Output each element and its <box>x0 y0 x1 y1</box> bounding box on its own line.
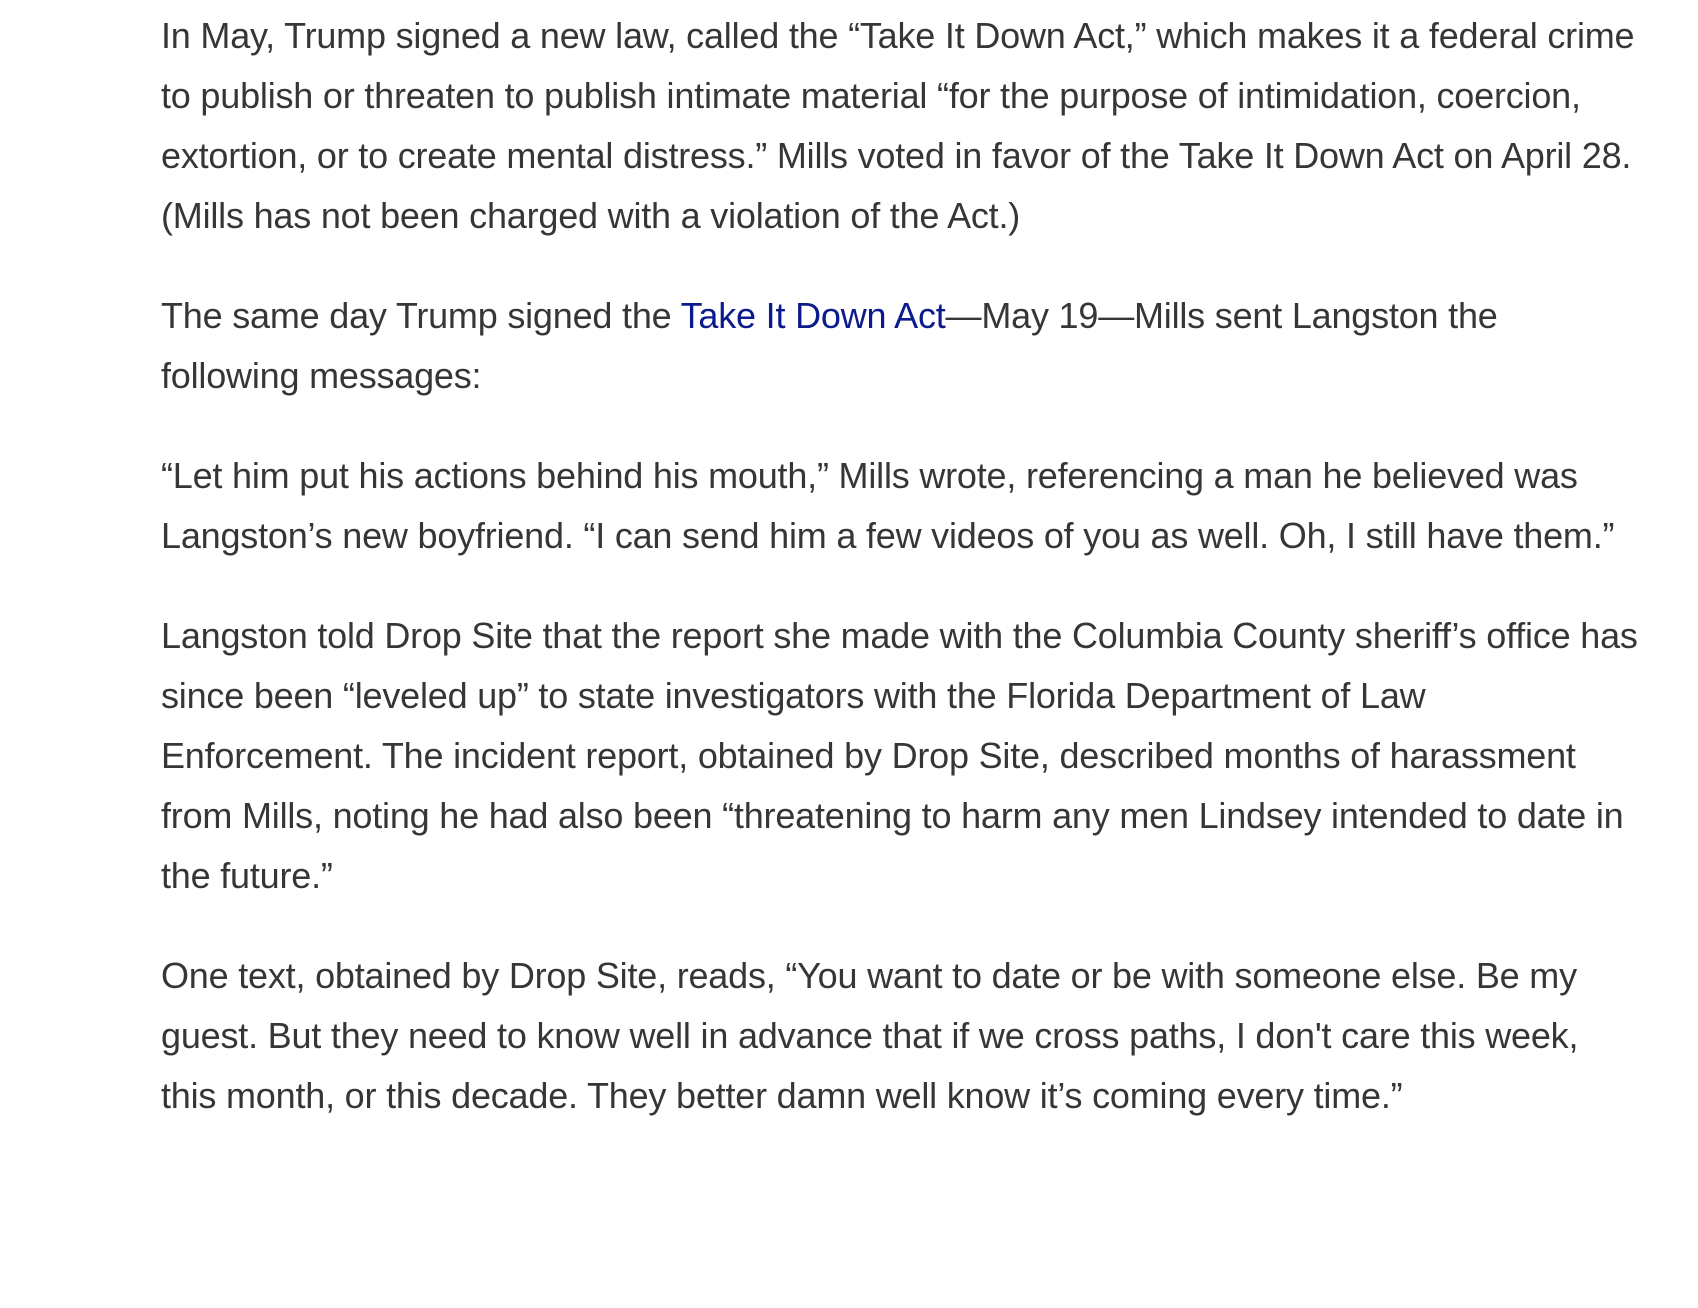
paragraph-text-message: One text, obtained by Drop Site, reads, “You want to date or be with someone else. Be my guest. But they need to know well in advance that if we cross paths, I don't care this week, this month, or this decade. They better damn well know it’s coming every time.” <box>161 955 1579 1116</box>
paragraph-mills-quote: “Let him put his actions behind his mouth,” Mills wrote, referencing a man he believed was Langston’s new boyfriend. “I can send him a few videos of you as well. Oh, I still have them.” <box>161 455 1615 556</box>
paragraph-text-after-link: —May 19—Mills sent Langston the following messages: <box>161 295 1498 396</box>
paragraph-take-it-down-law: In May, Trump signed a new law, called the “Take It Down Act,” which makes it a federal crime to publish or threaten to publish intimate material “for the purpose of intimidation, coercion, extortion, or to create mental distress.” Mills voted in favor of the Take It Down Act on April 28. (Mills has not been charged with a violation of the Act.) <box>161 15 1635 236</box>
paragraph-incident-report: Langston told Drop Site that the report she made with the Columbia County sheriff’s office has since been “leveled up” to state investigators with the Florida Department of Law Enforcement. The incident report, obtained by Drop Site, described months of harassment from Mills, noting he had also been “threatening to harm any men Lindsey intended to date in the future.” <box>161 615 1638 896</box>
paragraph-text-before-link: The same day Trump signed the <box>161 295 681 336</box>
take-it-down-act-link[interactable]: Take It Down Act <box>680 295 946 336</box>
article-body <box>161 6 1641 1166</box>
paragraph-same-day-messages <box>161 286 1641 406</box>
